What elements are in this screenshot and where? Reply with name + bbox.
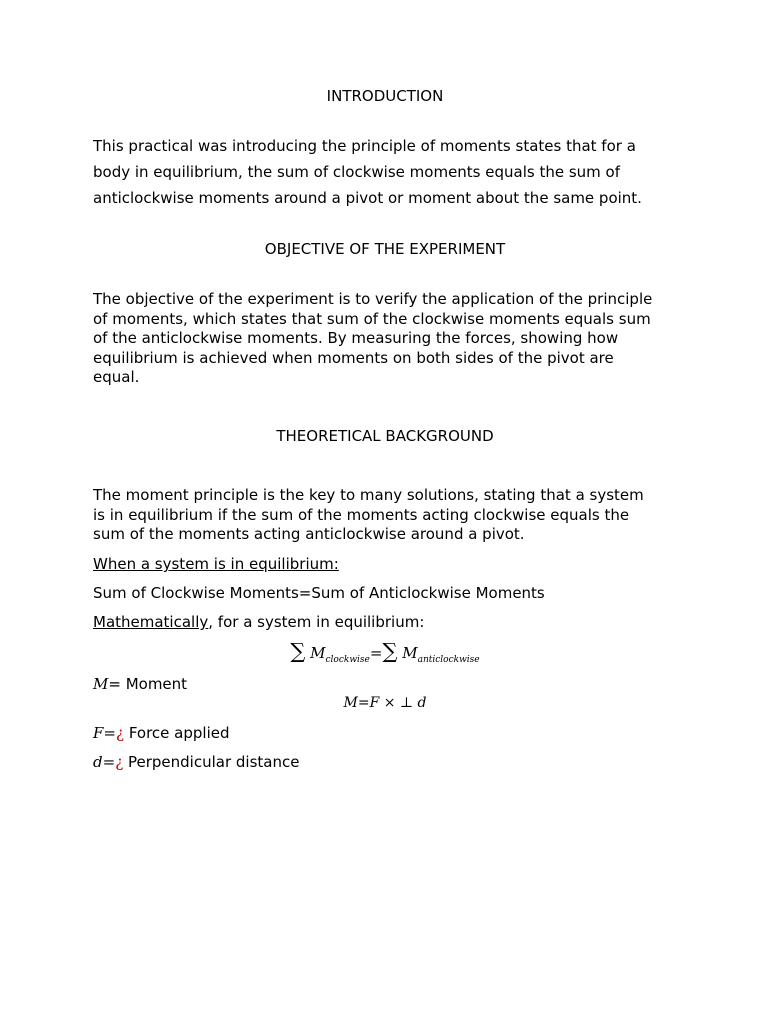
distance-def-equals: = bbox=[102, 753, 116, 771]
objective-paragraph bbox=[93, 290, 677, 388]
formula-F: F bbox=[369, 695, 380, 711]
objective-heading: OBJECTIVE OF THE EXPERIMENT bbox=[264, 240, 506, 258]
objective-line: The objective of the experiment is to verify the application of the principle bbox=[93, 290, 653, 308]
theory-line: sum of the moments acting anticlockwise around a pivot. bbox=[93, 525, 525, 543]
equilibrium-statement: Sum of Clockwise Moments=Sum of Anticlockwise Moments bbox=[93, 584, 545, 602]
math-intro bbox=[93, 613, 677, 631]
distance-definition bbox=[93, 753, 677, 771]
formula-times-perp: × ⊥ bbox=[379, 695, 418, 711]
moment-definition bbox=[93, 675, 677, 693]
subscript-clockwise: clockwise bbox=[325, 655, 370, 665]
moment-symbol: M bbox=[402, 644, 418, 662]
equals-sign: = bbox=[369, 644, 383, 662]
math-label-rest: , for a system in equilibrium: bbox=[208, 613, 425, 631]
intro-line: body in equilibrium, the sum of clockwise moments equals the sum of bbox=[93, 163, 621, 181]
moment-def-symbol: M bbox=[93, 675, 109, 693]
sigma-symbol: ∑ bbox=[290, 639, 306, 663]
distance-def-symbol: d bbox=[93, 753, 103, 771]
force-def-glyph: ¿ bbox=[116, 724, 125, 742]
formula-equals: = bbox=[357, 695, 370, 711]
force-def-symbol: F bbox=[93, 724, 104, 742]
objective-line: of the anticlockwise moments. By measuring the forces, showing how bbox=[93, 329, 619, 347]
moment-formula bbox=[93, 695, 677, 711]
moment-def-text: = Moment bbox=[108, 675, 188, 693]
document-page bbox=[93, 0, 677, 1024]
force-def-equals: = bbox=[103, 724, 116, 742]
formula-M: M bbox=[343, 695, 358, 711]
intro-line: anticlockwise moments around a pivot or moment about the same point. bbox=[93, 189, 642, 207]
theory-heading: THEORETICAL BACKGROUND bbox=[276, 427, 494, 445]
objective-line: equilibrium is achieved when moments on both sides of the pivot are bbox=[93, 348, 614, 367]
subscript-anticlockwise: anticlockwise bbox=[417, 655, 480, 665]
theory-paragraph bbox=[93, 486, 677, 545]
distance-def-text: Perpendicular distance bbox=[123, 753, 300, 771]
objective-line: of moments, which states that sum of the clockwise moments equals sum bbox=[93, 309, 651, 328]
math-label: Mathematically bbox=[93, 613, 209, 631]
distance-def-glyph: ¿ bbox=[115, 753, 124, 771]
equilibrium-label: When a system is in equilibrium: bbox=[93, 555, 339, 573]
equilibrium-equation bbox=[93, 639, 677, 663]
moment-symbol: M bbox=[310, 644, 326, 662]
intro-heading: INTRODUCTION bbox=[326, 87, 444, 105]
force-definition bbox=[93, 724, 677, 742]
objective-line: equal. bbox=[93, 368, 140, 386]
theory-line: The moment principle is the key to many solutions, stating that a system bbox=[93, 486, 644, 504]
force-def-text: Force applied bbox=[124, 724, 230, 742]
formula-d: d bbox=[417, 695, 427, 711]
sigma-symbol: ∑ bbox=[382, 639, 398, 663]
intro-line: This practical was introducing the principle of moments states that for a bbox=[93, 137, 636, 155]
intro-paragraph bbox=[93, 133, 677, 211]
theory-line: is in equilibrium if the sum of the moments acting clockwise equals the bbox=[93, 505, 630, 524]
